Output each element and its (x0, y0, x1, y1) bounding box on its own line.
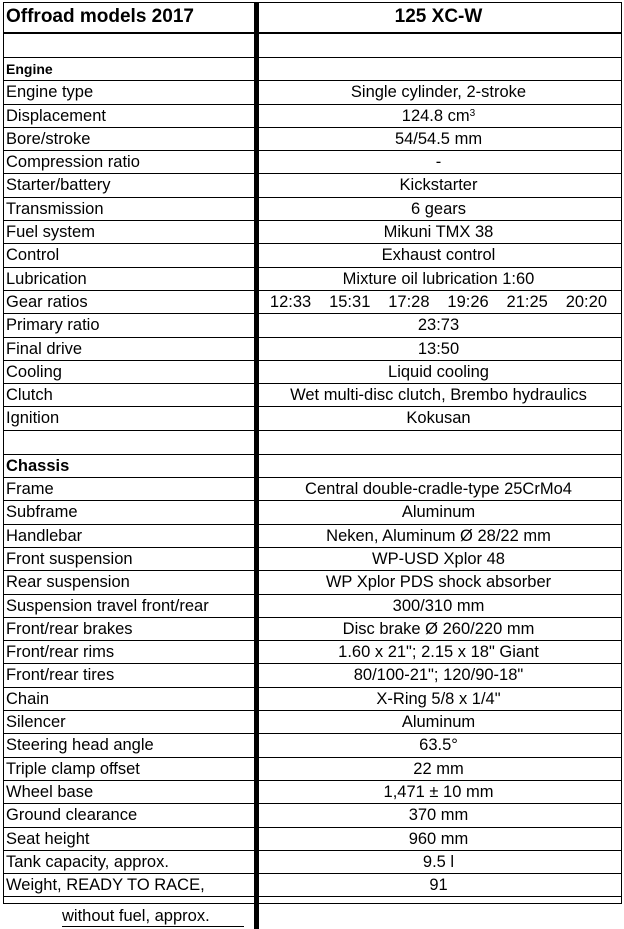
spec-value (255, 828, 622, 850)
spec-label: Ignition (6, 409, 60, 428)
spec-label: Compression ratio (6, 153, 140, 172)
spec-row (3, 338, 622, 361)
spec-row (3, 384, 622, 407)
blank-row (3, 34, 622, 58)
spec-label: Final drive (6, 339, 83, 358)
spec-value-text: 300/310 mm (392, 596, 485, 615)
spec-row (3, 571, 622, 594)
spec-label: Subframe (6, 503, 78, 522)
spec-label: Gear ratios (6, 292, 88, 311)
spec-label: Frame (6, 480, 54, 499)
spec-value (255, 314, 622, 336)
spec-value (255, 221, 622, 243)
spec-row (3, 501, 622, 524)
spec-value (255, 291, 622, 313)
spec-value-text: Mikuni TMX 38 (383, 223, 494, 242)
spec-row (3, 804, 622, 827)
spec-value-text: Wet multi-disc clutch, Brembo hydraulics (290, 386, 587, 405)
spec-label: Lubrication (6, 269, 87, 288)
spec-row (3, 291, 622, 314)
spec-label: Chain (6, 689, 50, 708)
spec-row (3, 128, 622, 151)
spec-value (255, 781, 622, 803)
spec-label: Ground clearance (6, 806, 138, 825)
spec-value (255, 595, 622, 617)
spec-label: Rear suspension (6, 573, 130, 592)
gear-ratio: 17:28 (388, 292, 430, 311)
spec-label: Bore/stroke (6, 129, 91, 148)
spec-row (3, 221, 622, 244)
spec-row (3, 781, 622, 804)
spec-value-text: 1.60 x 21"; 2.15 x 18" Giant (338, 643, 539, 662)
spec-row (3, 81, 622, 104)
spec-table (3, 2, 622, 897)
spec-value-text: Kickstarter (399, 176, 478, 195)
spec-value (255, 407, 622, 429)
spec-row (3, 664, 622, 687)
spec-row (3, 407, 622, 430)
spec-row (3, 734, 622, 757)
spec-value-text: 22 mm (413, 759, 464, 778)
spec-label: Cooling (6, 362, 62, 381)
spec-label: Fuel system (6, 223, 95, 242)
gear-ratio: 21:25 (506, 292, 548, 311)
spec-value-text: 9.5 l (422, 852, 455, 871)
section-chassis (3, 455, 622, 478)
spec-value (255, 198, 622, 220)
spec-value-text: Neken, Aluminum Ø 28/22 mm (326, 526, 551, 545)
spec-value-text: Single cylinder, 2-stroke (350, 83, 527, 102)
spec-value (255, 571, 622, 593)
spec-label: Steering head angle (6, 736, 154, 755)
model-name: 125 XC-W (394, 6, 483, 27)
spec-value-text: WP Xplor PDS shock absorber (325, 573, 552, 592)
spec-row (3, 174, 622, 197)
spec-value-text: 23:73 (417, 316, 460, 335)
spec-value-text: Exhaust control (381, 246, 496, 265)
spec-label: Silencer (6, 713, 66, 732)
spec-row (3, 688, 622, 711)
spec-row (3, 828, 622, 851)
spec-row (3, 105, 622, 128)
section-label: Chassis (6, 456, 70, 475)
spec-row (3, 151, 622, 174)
spec-value (255, 525, 622, 547)
spec-value-text: 370 mm (408, 806, 469, 825)
spec-label: Engine type (6, 83, 94, 102)
spec-value (255, 105, 622, 127)
blank-row (3, 431, 622, 455)
gear-ratio: 12:33 (269, 292, 312, 311)
weight-footnote: without fuel, approx. (62, 907, 210, 925)
spec-row (3, 758, 622, 781)
spec-label: Handlebar (6, 526, 83, 545)
spec-value-text: 1,471 ± 10 mm (383, 782, 494, 801)
spec-value-text: Mixture oil lubrication 1:60 (342, 269, 535, 288)
spec-label: Starter/battery (6, 176, 111, 195)
spec-label: Control (6, 246, 60, 265)
spec-label: Tank capacity, approx. (6, 852, 169, 871)
spec-value (255, 174, 622, 196)
spec-label: Wheel base (6, 782, 94, 801)
spec-value (255, 384, 622, 406)
spec-value-text: 54/54.5 mm (394, 129, 483, 148)
spec-value (255, 758, 622, 780)
spec-row (3, 244, 622, 267)
spec-value (255, 548, 622, 570)
spec-row (3, 361, 622, 384)
spec-label: Weight, READY TO RACE, (6, 876, 205, 895)
spec-label: Front suspension (6, 549, 133, 568)
spec-value (255, 361, 622, 383)
spec-label: Suspension travel front/rear (6, 596, 209, 615)
spec-row (3, 874, 622, 897)
spec-label: Front/rear rims (6, 643, 115, 662)
spec-value (255, 641, 622, 663)
spec-value (255, 874, 622, 896)
section-engine (3, 58, 622, 81)
spec-row (3, 525, 622, 548)
spec-label: Transmission (6, 199, 104, 218)
spec-value (255, 804, 622, 826)
spec-value (255, 711, 622, 733)
spec-value (255, 478, 622, 500)
spec-value (255, 501, 622, 523)
spec-label: Seat height (6, 829, 90, 848)
spec-row (3, 478, 622, 501)
spec-label: Primary ratio (6, 316, 100, 335)
spec-value-text: X-Ring 5/8 x 1/4" (376, 689, 501, 708)
spec-label: Front/rear tires (6, 666, 115, 685)
spec-value (255, 618, 622, 640)
spec-value-text: Central double-cradle-type 25CrMo4 (305, 480, 572, 499)
spec-value (255, 151, 622, 173)
spec-value-text: Disc brake Ø 260/220 mm (342, 619, 535, 638)
spec-row (3, 314, 622, 337)
spec-value-text: 91 (429, 876, 448, 895)
spec-value-text: 6 gears (410, 199, 467, 218)
column-divider (254, 2, 259, 929)
spec-value-text: 124.8 cm (401, 106, 470, 125)
footnote-underline (62, 926, 244, 927)
spec-value-text: - (435, 153, 442, 172)
spec-row (3, 268, 622, 291)
spec-value-text: Liquid cooling (388, 362, 489, 381)
spec-label: Clutch (6, 386, 53, 405)
spec-value (255, 734, 622, 756)
gear-ratio: 15:31 (329, 292, 371, 311)
spec-value (255, 851, 622, 873)
spec-row (3, 595, 622, 618)
spec-value (255, 688, 622, 710)
spec-label: Displacement (6, 106, 106, 125)
gear-ratio: 19:26 (447, 292, 489, 311)
spec-value-text: 63.5° (419, 736, 458, 755)
spec-value-text: WP-USD Xplor 48 (372, 549, 505, 568)
spec-value-text: Aluminum (401, 503, 476, 522)
spec-value-text: 80/100-21"; 120/90-18" (353, 666, 524, 685)
spec-value-text: 960 mm (408, 829, 469, 848)
spec-label: Front/rear brakes (6, 619, 133, 638)
spec-value (255, 81, 622, 103)
spec-value-text: Kokusan (406, 409, 471, 428)
spec-value (255, 268, 622, 290)
spec-label: Triple clamp offset (6, 759, 140, 778)
spec-row (3, 198, 622, 221)
spec-value (255, 244, 622, 266)
spec-value (255, 664, 622, 686)
gear-ratio: 20:20 (565, 292, 607, 311)
spec-row (3, 548, 622, 571)
header-row (3, 2, 622, 34)
spec-value-text: Aluminum (401, 713, 476, 732)
spec-row (3, 618, 622, 641)
spec-row (3, 711, 622, 734)
superscript: 3 (469, 107, 476, 119)
spec-row (3, 641, 622, 664)
spec-row (3, 851, 622, 874)
spec-value-text: 13:50 (417, 339, 460, 358)
section-label: Engine (6, 61, 53, 77)
table-title: Offroad models 2017 (6, 6, 194, 27)
spec-value (255, 338, 622, 360)
spec-value (255, 128, 622, 150)
